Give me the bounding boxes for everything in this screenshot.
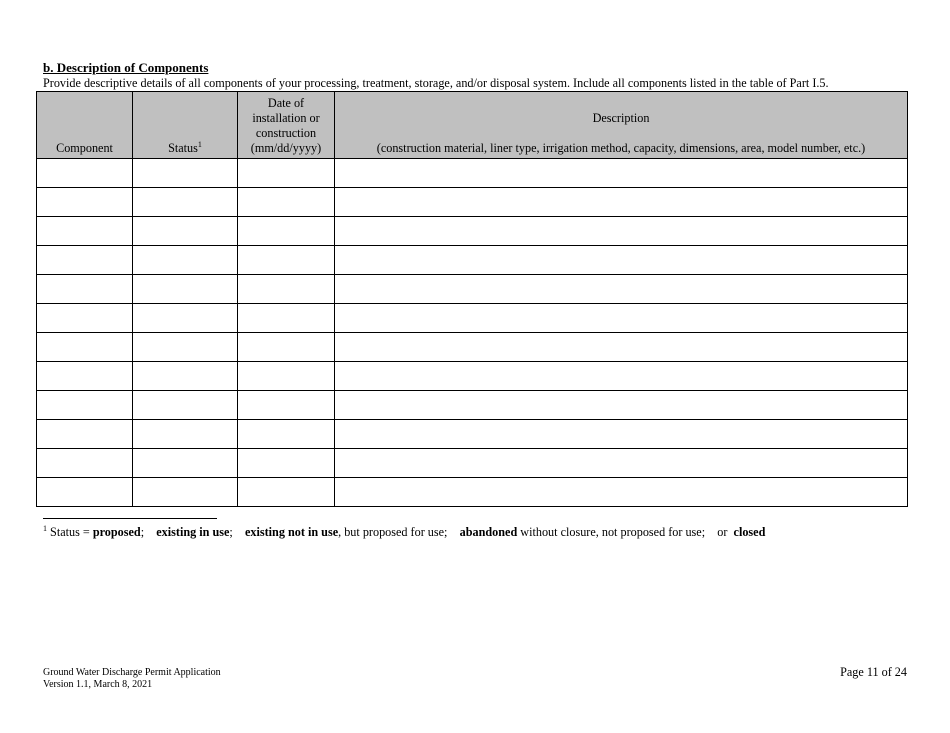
component-cell[interactable] — [37, 275, 133, 304]
date-header-line: Date of — [267, 96, 305, 110]
date-cell[interactable] — [238, 188, 335, 217]
table-row — [37, 159, 908, 188]
status-cell[interactable] — [133, 420, 238, 449]
table-row — [37, 362, 908, 391]
footnote-text: , but proposed for use; — [338, 525, 460, 539]
description-cell[interactable] — [335, 246, 908, 275]
section-title: b. Description of Components — [43, 60, 209, 75]
footer-version: Version 1.1, March 8, 2021 — [43, 679, 153, 690]
column-header-status — [133, 92, 238, 159]
table-row — [37, 478, 908, 507]
table-header-row — [37, 92, 908, 159]
footnote-divider — [43, 518, 217, 519]
table-row — [37, 391, 908, 420]
description-cell[interactable] — [335, 188, 908, 217]
date-cell[interactable] — [238, 304, 335, 333]
date-cell[interactable] — [238, 449, 335, 478]
component-cell[interactable] — [37, 449, 133, 478]
date-cell[interactable] — [238, 275, 335, 304]
status-cell[interactable] — [133, 333, 238, 362]
components-table-body — [37, 159, 908, 507]
table-row — [37, 304, 908, 333]
status-footnote-marker: 1 — [197, 139, 202, 149]
description-cell[interactable] — [335, 159, 908, 188]
status-cell[interactable] — [133, 362, 238, 391]
description-header-detail: (construction material, liner type, irrigation method, capacity, dimensions, area, model number, etc.) — [376, 141, 866, 155]
status-footnote — [43, 525, 765, 540]
footer-doc-title: Ground Water Discharge Permit Application — [43, 667, 221, 678]
status-cell[interactable] — [133, 304, 238, 333]
status-existing-in-use: existing in use — [156, 525, 230, 539]
component-cell[interactable] — [37, 159, 133, 188]
footnote-separator: ; — [140, 525, 157, 539]
footnote-separator: ; — [229, 525, 245, 539]
column-header-date — [238, 92, 335, 159]
table-row — [37, 188, 908, 217]
date-cell[interactable] — [238, 391, 335, 420]
date-cell[interactable] — [238, 362, 335, 391]
component-cell[interactable] — [37, 362, 133, 391]
component-header-label: Component — [56, 141, 113, 155]
status-existing-not-in-use: existing not in use — [244, 525, 339, 539]
component-cell[interactable] — [37, 188, 133, 217]
component-cell[interactable] — [37, 420, 133, 449]
description-cell[interactable] — [335, 391, 908, 420]
table-row — [37, 333, 908, 362]
component-cell[interactable] — [37, 217, 133, 246]
date-cell[interactable] — [238, 217, 335, 246]
component-cell[interactable] — [37, 478, 133, 507]
status-cell[interactable] — [133, 159, 238, 188]
description-cell[interactable] — [335, 333, 908, 362]
date-cell[interactable] — [238, 159, 335, 188]
status-cell[interactable] — [133, 275, 238, 304]
date-cell[interactable] — [238, 246, 335, 275]
component-cell[interactable] — [37, 246, 133, 275]
table-row — [37, 449, 908, 478]
description-cell[interactable] — [335, 420, 908, 449]
status-cell[interactable] — [133, 246, 238, 275]
component-cell[interactable] — [37, 333, 133, 362]
status-cell[interactable] — [133, 188, 238, 217]
status-cell[interactable] — [133, 478, 238, 507]
date-cell[interactable] — [238, 333, 335, 362]
footnote-text: without closure, not proposed for use; or — [517, 525, 734, 539]
column-header-description — [335, 92, 908, 159]
column-header-component — [37, 92, 133, 159]
table-row — [37, 420, 908, 449]
component-cell[interactable] — [37, 391, 133, 420]
components-table — [36, 91, 908, 507]
description-header-title: Description — [592, 111, 650, 125]
section-instructions: Provide descriptive details of all components of your processing, treatment, storage, and/or disposal system. Include all components listed in the table of Part I.5. — [43, 76, 829, 90]
status-cell[interactable] — [133, 217, 238, 246]
status-cell[interactable] — [133, 391, 238, 420]
status-abandoned: abandoned — [459, 525, 518, 539]
table-row — [37, 217, 908, 246]
footnote-marker: 1 — [43, 523, 47, 533]
date-cell[interactable] — [238, 478, 335, 507]
date-cell[interactable] — [238, 420, 335, 449]
component-cell[interactable] — [37, 304, 133, 333]
status-header-label: Status — [168, 141, 198, 155]
description-cell[interactable] — [335, 304, 908, 333]
date-header-line: (mm/dd/yyyy) — [250, 141, 322, 155]
description-cell[interactable] — [335, 449, 908, 478]
status-cell[interactable] — [133, 449, 238, 478]
description-cell[interactable] — [335, 478, 908, 507]
date-header-line: installation or — [252, 111, 320, 125]
footnote-lead: Status = — [47, 525, 93, 539]
status-proposed: proposed — [92, 525, 141, 539]
footer-page-number: Page 11 of 24 — [840, 665, 907, 679]
description-cell[interactable] — [335, 217, 908, 246]
description-cell[interactable] — [335, 275, 908, 304]
status-closed: closed — [733, 525, 766, 539]
date-header-line: construction — [255, 126, 317, 140]
description-cell[interactable] — [335, 362, 908, 391]
table-row — [37, 246, 908, 275]
footer-document-info — [43, 667, 221, 691]
table-row — [37, 275, 908, 304]
